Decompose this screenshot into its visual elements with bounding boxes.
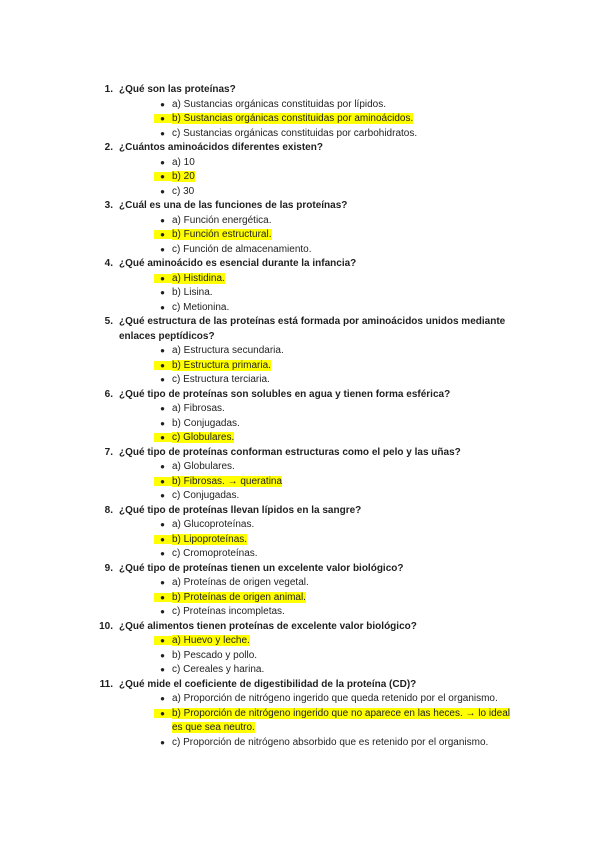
option-text: a) Globulares. [172,461,235,472]
answer-option [0,460,600,475]
option-text: c) Cereales y harina. [172,664,265,675]
question-item [0,678,600,751]
question-list [0,83,600,750]
bullet-icon: ● [0,431,172,446]
option-text: b) 20 [172,171,195,182]
bullet-icon: ● [160,288,165,297]
question-item [0,141,600,199]
option-text: a) Proporción de nitrógeno ingerido que queda retenido por el organismo. [172,693,498,704]
answer-option [0,185,600,200]
bullet-icon: ● [0,228,172,243]
option-text: c) Metionina. [172,301,230,313]
bullet-icon: ● [160,549,165,558]
question-text: ¿Cuántos aminoácidos diferentes existen? [119,142,323,153]
bullet-icon: ● [160,578,165,587]
bullet-icon: ● [160,244,165,254]
answer-option [0,663,600,678]
question-text: ¿Qué tipo de proteínas conforman estructuras como el pelo y las uñas? [119,446,461,458]
question-number: 6. [104,388,113,400]
bullet-icon: ● [160,346,165,355]
question-number: 10. [99,620,113,632]
bullet-icon: ● [160,520,165,529]
question-text: ¿Qué son las proteínas? [119,84,236,95]
question-number: 8. [104,504,113,516]
option-text: c) Globulares. [172,432,235,443]
option-text: a) Estructura secundaria. [172,345,284,356]
option-text: b) Pescado y pollo. [172,649,258,661]
answer-option-highlighted [0,112,600,127]
answer-option-highlighted [0,431,600,446]
answer-option [0,547,600,562]
question-number: 1. [104,84,113,95]
option-text: b) Fibrosas. → queratina [172,475,283,487]
bullet-icon: ● [160,418,165,428]
option-text: a) Proteínas de origen vegetal. [172,577,309,588]
question-item [0,388,600,446]
option-text: b) Lipoproteínas. [172,533,248,545]
question-item [0,446,600,504]
answer-option [0,417,600,432]
question-header [0,504,600,519]
question-header [0,388,600,403]
question-text: ¿Qué mide el coeficiente de digestibilidad de la proteína (CD)? [119,678,417,690]
question-number: 2. [104,142,113,153]
bullet-icon: ● [0,272,172,287]
answer-option-highlighted [0,272,600,287]
option-text: a) 10 [172,156,195,168]
answer-option-highlighted [0,591,600,606]
question-number: 4. [104,258,113,269]
question-header [0,620,600,635]
question-item [0,199,600,257]
question-text: ¿Qué tipo de proteínas llevan lípidos en la sangre? [119,504,362,516]
question-header [0,199,600,214]
answer-option [0,489,600,504]
option-text: a) Glucoproteínas. [172,519,255,530]
question-item [0,504,600,562]
question-item [0,315,600,388]
answer-option-highlighted [0,475,600,490]
option-text: c) Proteínas incompletas. [172,606,285,617]
answer-option-highlighted [0,359,600,374]
bullet-icon: ● [160,607,165,616]
answer-option [0,214,600,229]
answer-option [0,692,600,707]
bullet-icon: ● [0,707,172,722]
bullet-icon: ● [160,99,165,109]
answer-option [0,373,600,388]
question-text: ¿Cuál es una de las funciones de las proteínas? [119,200,348,211]
question-number: 5. [104,316,113,327]
question-text: ¿Qué tipo de proteínas tienen un excelente valor biológico? [119,562,404,574]
bullet-icon: ● [160,215,165,225]
answer-option [0,518,600,533]
answer-option [0,736,600,751]
bullet-icon: ● [0,359,172,374]
question-header [0,257,600,272]
option-text: b) Lisina. [172,287,213,298]
option-text: b) Conjugadas. [172,417,240,429]
option-text: a) Función energética. [172,214,272,226]
option-text: c) Conjugadas. [172,490,240,501]
answer-option [0,127,600,142]
bullet-icon: ● [160,302,165,312]
question-header [0,562,600,577]
option-text: a) Huevo y leche. [172,635,250,646]
question-text: ¿Qué estructura de las proteínas está formada por aminoácidos unidos mediante enlaces peptídicos? [119,316,506,342]
option-text: b) Proteínas de origen animal. [172,591,306,603]
question-text: ¿Qué alimentos tienen proteínas de excelente valor biológico? [119,620,417,632]
bullet-icon: ● [0,475,172,490]
answer-option [0,156,600,171]
option-text: a) Fibrosas. [172,403,225,414]
answer-option [0,605,600,620]
question-number: 9. [104,562,113,574]
option-text: c) Función de almacenamiento. [172,243,312,255]
bullet-icon: ● [160,186,165,196]
question-header [0,141,600,156]
question-number: 3. [104,200,113,211]
question-header [0,678,600,693]
bullet-icon: ● [0,591,172,606]
question-header [0,446,600,461]
question-header [0,83,600,98]
question-item [0,257,600,315]
bullet-icon: ● [160,375,165,384]
question-number: 7. [104,446,113,458]
answer-option [0,286,600,301]
option-text: a) Histidina. [172,272,225,284]
answer-option [0,576,600,591]
answer-option-highlighted [0,228,600,243]
question-item [0,620,600,678]
option-text: c) 30 [172,185,195,197]
bullet-icon: ● [160,157,165,167]
bullet-icon: ● [0,170,172,185]
question-text: ¿Qué tipo de proteínas son solubles en agua y tienen forma esférica? [119,388,451,400]
answer-option [0,402,600,417]
answer-option [0,98,600,113]
option-text: b) Sustancias orgánicas constituidas por aminoácidos. [172,113,414,124]
question-item [0,83,600,141]
bullet-icon: ● [160,665,165,674]
question-header [0,315,600,344]
question-item [0,562,600,620]
answer-option-highlighted [0,707,600,736]
answer-option [0,649,600,664]
answer-option [0,344,600,359]
bullet-icon: ● [160,491,165,500]
option-text: b) Estructura primaria. [172,359,271,371]
bullet-icon: ● [160,404,165,413]
question-number: 11. [99,678,113,690]
option-text: b) Función estructural. [172,229,272,240]
bullet-icon: ● [160,650,165,660]
option-text: c) Estructura terciaria. [172,374,270,385]
answer-option-highlighted [0,170,600,185]
question-text: ¿Qué aminoácido es esencial durante la infancia? [119,258,357,269]
bullet-icon: ● [160,737,165,747]
answer-option-highlighted [0,634,600,649]
bullet-icon: ● [0,112,172,127]
bullet-icon: ● [0,533,172,548]
bullet-icon: ● [160,694,165,703]
option-text: c) Sustancias orgánicas constituidas por carbohidratos. [172,127,418,139]
option-text: a) Sustancias orgánicas constituidas por lípidos. [172,98,387,110]
answer-option [0,301,600,316]
bullet-icon: ● [160,462,165,471]
bullet-icon: ● [0,634,172,649]
option-text: b) Proporción de nitrógeno ingerido que no aparece en las heces. → lo ideal es que sea neutro. [172,707,510,733]
answer-option-highlighted [0,533,600,548]
option-text: c) Proporción de nitrógeno absorbido que es retenido por el organismo. [172,736,489,748]
bullet-icon: ● [160,128,165,138]
option-text: c) Cromoproteínas. [172,548,258,559]
answer-option [0,243,600,258]
